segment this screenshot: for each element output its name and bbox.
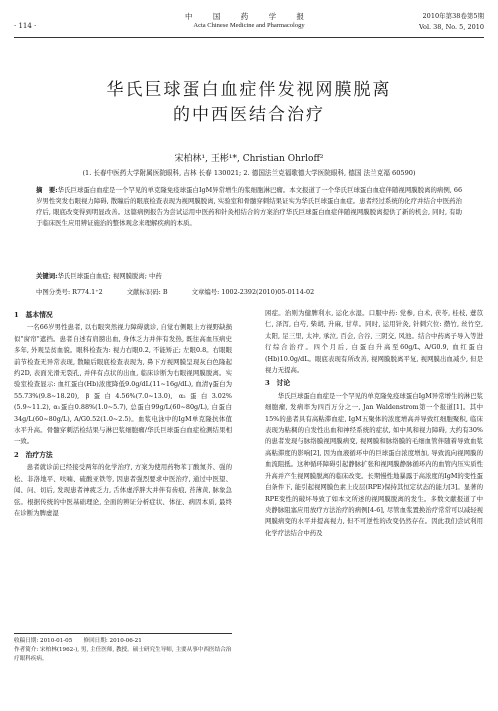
page-header	[14, 8, 484, 38]
clc-code: 中图分类号: R774.1⁺2	[36, 288, 103, 296]
classification-codes	[36, 287, 462, 298]
journal-title-cn: 中 国 药 学 报	[184, 12, 314, 21]
article-number: 文章编号: 1002-2392(2010)05-0114-02	[191, 288, 315, 296]
section-3-heading: 3 讨论	[265, 379, 291, 388]
keywords	[36, 271, 462, 282]
authors: 宋柏林¹, 王彬¹*, Christian Ohrloff²	[174, 154, 324, 164]
section-2-heading: 2 治疗方法	[14, 450, 53, 459]
abstract-label: 摘 要:	[36, 186, 58, 194]
right-column	[265, 308, 483, 539]
section-3-paragraph: 华氏巨球蛋白血症是一个罕见的单克隆免疫球蛋白IgM异常增生的淋巴浆细胞瘤, 发病率为四百万分之一, Jan Waldenstrom第一个报道[1]。其中15%的患者具有高粘滞血症, IgM五聚体的浓度增高并导致红细胞聚积, 临床表现为粘稠的自发性出血和神经系统的症状, 如中风和视力障碍, 大约有30%的患者发现与脉络膜视网膜病变, 视网膜和脉络膜的毛细血管伴随着导致血浆高粘滞度的影响[2], 因为血液循环中的巨球蛋白浓度增加, 导致流向视网膜的血流阻抵。这种循环障碍引起静脉扩张和视网膜静脉循环内的血管内压实质性升高并产生视网膜脱离的临床改变。长期慢性地暴露于高浓度的IgM的变性蛋白条件下, 能引起视网膜色素上皮层(RPE)保持其恒定状态的能力[3]。显著的RPE变性的破坏导致了如本文所述的视网膜脱离的发生。多数文献报道了中央静脉阻塞应用放疗方法治疗的病例[4-6], 尽管血浆置换治疗常常可以减轻视网膜病变的水平并提高视力, 但不可逆性的改变仍然存在。因此我们尝试利用化学疗法结合中药及	[265, 391, 483, 537]
issue-line-en: Vol. 38, No. 5, 2010	[418, 23, 484, 31]
journal-title-en: Acta Chinese Medicine and Pharmacology	[193, 22, 305, 29]
section-2-paragraph: 患者就诊前已经接受两年的化学治疗, 方案为使用药物苯丁酸氮芥、强的松、非洛地平、呋喃、硫酸亚铁等, 因患者强烈要求中医治疗, 通过中医望、闻、问、切后, 发现患者神疲乏力, 舌体虚浮胖大并伴有齿痕, 苔薄黄, 脉象急弦。根据传统的中医基础理论, 全面的辨证分析症状、体征、病因本质, 最终在诊断为脾虚湿	[14, 463, 232, 517]
author-info: 作者简介: 宋柏林(1962-), 男, 主任医师, 教授。硕士研究生导师, 主要从事中西医结合治疗眼科疾病。	[14, 647, 232, 662]
issue-info	[419, 11, 484, 33]
keywords-label: 关键词:	[36, 272, 58, 280]
title-line-1: 华氏巨球蛋白血症伴发视网膜脱离	[106, 80, 392, 100]
header-rule	[14, 37, 484, 38]
abstract-text: 华氏巨球蛋白血症是一个罕见的单克隆免疫球蛋白IgM异常增生的浆细胞淋巴瘤。本文报道了一个华氏巨球蛋白血症伴随视网膜脱离的病例, 66岁男性突发右眼视力障碍, 散瞳后的眼底检查表现为视网膜脱离, 实验室和骨髓穿刺结果证实为华氏巨球蛋白血症。患者经过系统的化疗并结合中医药治疗后, 眼底改变得到明显改善。这篇病例报告为尝试运用中医药和针灸相结合的方案治疗华氏巨球蛋白血症伴随视网膜脱离提供了新的机会, 同时, 有助于临床医生应用辨证施治的整体观念来理解疾病的本质。	[36, 186, 463, 227]
section-2-continued: 困症。治则为健脾利水, 运化水湿。口服中药: 党参, 白术, 茯苓, 桂枝, 薏苡仁, 泽泻, 白芍, 柴胡, 升麻, 甘草。同时, 运用针灸, 针刺穴位: 攒竹, 丝竹空, 太阳, 足三里, 太冲, 承泣, 百会, 合谷, 三阴交, 风池。结合中药离子导入等进行综合治疗。四个月后, 白蛋白升高至60g/L, A/G0.9, 血红蛋白(Hb)10.0g/dL。眼底表现有所改善, 视网膜脱离平复, 视网膜出血减少, 但是视力无提高。	[265, 309, 483, 375]
keywords-text: 华氏巨球蛋白血症; 视网膜脱离; 中药	[57, 272, 162, 280]
page-number: · 114 ·	[14, 22, 37, 30]
section-1-paragraph: 一名66岁男性患者, 以右眼突然视力障碍就诊, 自觉右侧眼上方视野缺损似"窗帘"遮挡。患者自述有肩膀出血, 身体乏力并伴有发热, 既往高血压病史多年, 外观呈贫血貌。眼科检查为: 视力右眼0.2, 不能矫正; 左眼0.8。右眼眼前节检查无异常表现, 散瞳后眼底检查表现为, 鼻下方视网膜呈现灰白色隆起约2D, 表面光滑无裂孔, 并伴有点状的出血, 临床诊断为右眼视网膜脱离。实验室检查显示: 血红蛋白(Hb)浓度降低9.0g/dL(11~16g/dL), 血清γ蛋白为55.73%(9.8~18.20), β蛋白4.56%(7.0~13.0), α₂蛋白3.02%(5.9~11.2), α₁蛋白0.88%(1.0~5.7), 总蛋白99g/L(60~80g/L), 白蛋白34g/L(60~80g/L), A/G0.52(1.0~2.5)。血浆电泳中的IgM单克隆抗体值水平升高。骨髓穿刺活检结果与淋巴浆细胞瘤/华氏巨球蛋白血症检测结果相一致。	[14, 323, 232, 446]
left-column	[14, 308, 232, 519]
received-dates: 收稿日期: 2010-01-05 修回日期: 2010-06-21	[14, 638, 142, 644]
abstract	[36, 185, 462, 229]
section-1-heading: 1 基本情况	[14, 311, 53, 319]
affiliation: (1. 长春中医药大学附属医院眼科, 吉林 长春 130021; 2. 德国法兰克福歌德大学医院眼科, 德国 法兰克福 60590)	[82, 169, 416, 177]
title-line-2: 的中西医结合治疗	[173, 105, 325, 125]
issue-line-cn: 2010年第38卷第5期	[422, 12, 484, 20]
doc-code: 文献标识码: B	[126, 288, 168, 296]
article-title	[30, 78, 468, 128]
footnote	[14, 633, 232, 664]
